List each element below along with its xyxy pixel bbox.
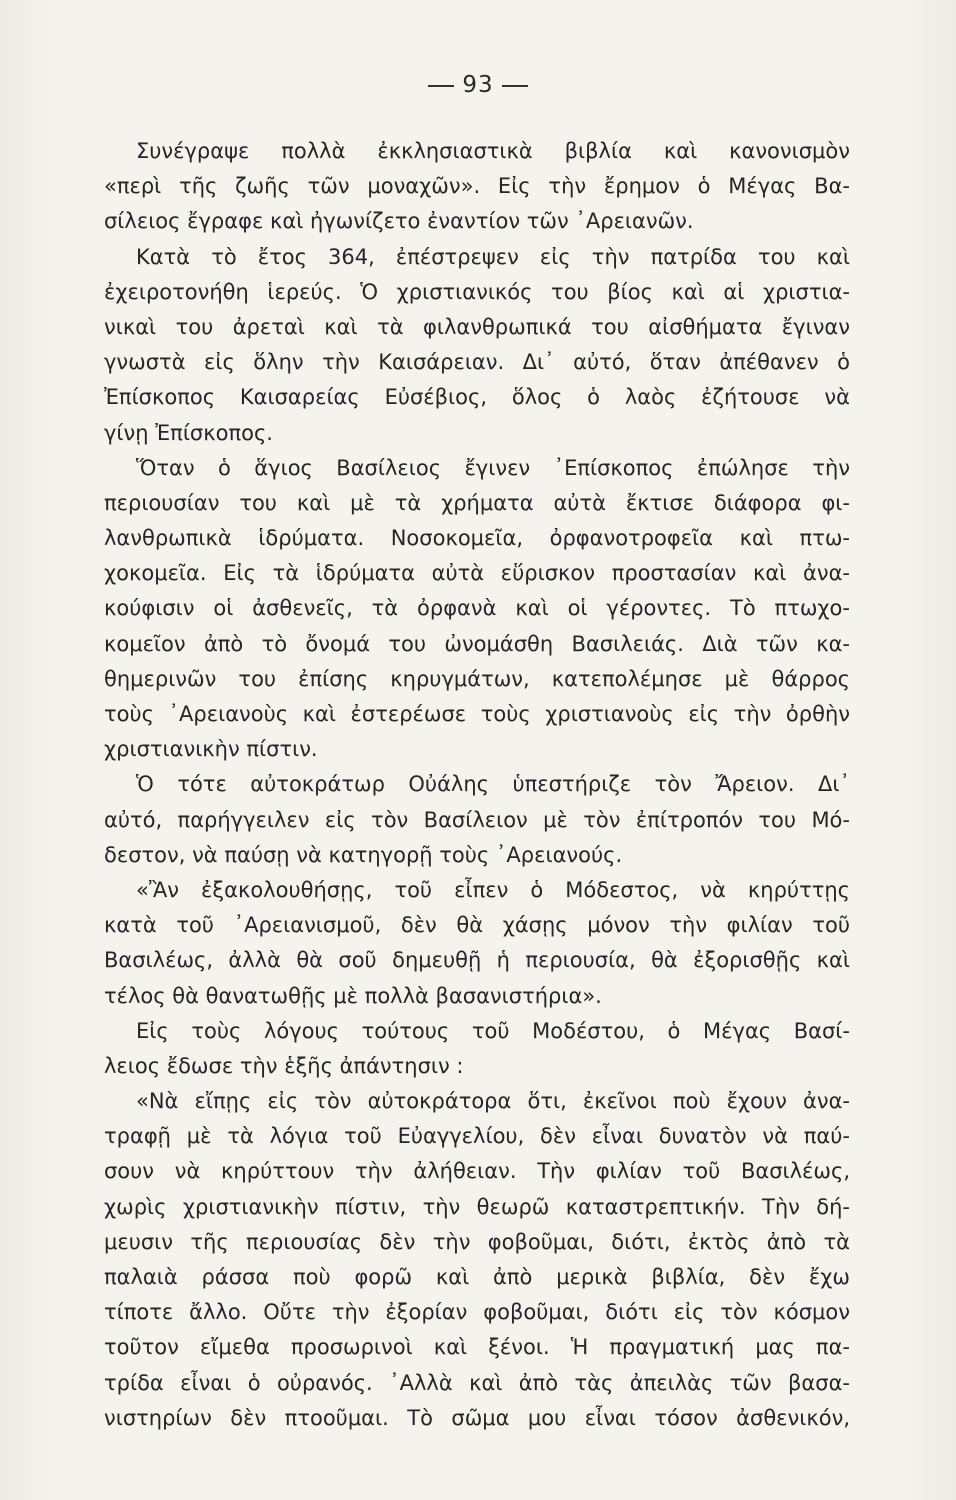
- text-line: Εἰς τοὺς λόγους τούτους τοῦ Μοδέστου, ὁ Μέγας Βασί-: [136, 1018, 850, 1043]
- text-line: χριστιανικὴν πίστιν.: [104, 737, 318, 762]
- text-line: παλαιὰ ράσσα ποὺ φορῶ καὶ ἀπὸ μερικὰ βιβλία, δὲν ἔχω: [104, 1265, 850, 1289]
- text-line: θημερινῶν του ἐπίσης κηρυγμάτων, κατεπολέμησε μὲ θάρρος: [104, 666, 850, 691]
- text-line: σουν νὰ κηρύττουν τὴν ἀλήθειαν. Τὴν φιλίαν τοῦ Βασιλέως,: [104, 1159, 850, 1184]
- text-line: κομεῖον ἀπὸ τὸ ὄνομά του ὠνομάσθη Βασιλειάς. Διὰ τῶν κα-: [104, 631, 850, 656]
- text-line: λειος ἔδωσε τὴν ἑξῆς ἀπάντησιν :: [104, 1053, 464, 1078]
- text-line: σίλειος ἔγραφε καὶ ἠγωνίζετο ἐναντίον τῶν ᾿Αρειανῶν.: [104, 209, 694, 234]
- text-line: τοῦτον εἴμεθα προσωρινοὶ καὶ ξένοι. Ἡ πραγματική μας πα-: [104, 1335, 850, 1360]
- text-line: περιουσίαν του καὶ μὲ τὰ χρήματα αὐτὰ ἔκτισε διάφορα φι-: [104, 490, 850, 515]
- text-line: νιστηρίων δὲν πτοοῦμαι. Τὸ σῶμα μου εἶναι τόσον ἀσθενικόν,: [104, 1405, 850, 1430]
- dash-right: [502, 85, 528, 87]
- text-line: μευσιν τῆς περιουσίας δὲν τὴν φοβοῦμαι, διότι, ἐκτὸς ἀπὸ τὰ: [104, 1229, 850, 1254]
- text-line: «Ἂν ἐξακολουθήσῃς, τοῦ εἶπεν ὁ Μόδεστος, νὰ κηρύττῃς: [136, 877, 850, 902]
- text-line: Κατὰ τὸ ἔτος 364, ἐπέστρεψεν εἰς τὴν πατρίδα του καὶ: [136, 244, 850, 269]
- text-line: κατὰ τοῦ ᾿Αρειανισμοῦ, δὲν θὰ χάσῃς μόνον τὴν φιλίαν τοῦ: [104, 913, 850, 938]
- page-number: [0, 72, 956, 98]
- text-line: τέλος θὰ θανατωθῇς μὲ πολλὰ βασανιστήρια».: [104, 983, 602, 1008]
- text-line: ἐχειροτονήθη ἱερεύς. Ὁ χριστιανικός του βίος καὶ αἱ χριστια-: [104, 279, 850, 304]
- text-line: Ὅταν ὁ ἅγιος Βασίλειος ἔγινεν ᾿Επίσκοπος ἐπώλησε τὴν: [136, 455, 850, 480]
- text-line: «περὶ τῆς ζωῆς τῶν μοναχῶν». Εἰς τὴν ἔρημον ὁ Μέγας Βα-: [104, 174, 850, 199]
- text-line: τραφῇ μὲ τὰ λόγια τοῦ Εὐαγγελίου, δὲν εἶναι δυνατὸν νὰ παύ-: [104, 1124, 850, 1149]
- text-line: χοκομεῖα. Εἰς τὰ ἱδρύματα αὐτὰ εὕρισκον προστασίαν καὶ ἀνα-: [104, 561, 850, 586]
- text-line: «Νὰ εἴπῃς εἰς τὸν αὐτοκράτορα ὅτι, ἐκεῖνοι ποὺ ἔχουν ἀνα-: [136, 1089, 850, 1114]
- text-line: γίνῃ Ἐπίσκοπος.: [104, 420, 273, 445]
- text-line: τίποτε ἄλλο. Οὔτε τὴν ἐξορίαν φοβοῦμαι, διότι εἰς τὸν κόσμον: [104, 1300, 850, 1325]
- text-line: γνωστὰ εἰς ὅλην τὴν Καισάρειαν. Δι᾿ αὐτό, ὅταν ἀπέθανεν ὁ: [104, 350, 850, 375]
- dash-left: [428, 85, 454, 87]
- text-line: Συνέγραψε πολλὰ ἐκκλησιαστικὰ βιβλία καὶ κανονισμὸν: [136, 139, 850, 163]
- page-number-text: 93: [462, 72, 494, 98]
- text-line: δεστον, νὰ παύσῃ νὰ κατηγορῇ τοὺς ᾿Αρειανούς.: [104, 842, 623, 867]
- text-line: χωρὶς χριστιανικὴν πίστιν, τὴν θεωρῶ καταστρεπτικήν. Τὴν δή-: [104, 1194, 850, 1219]
- text-line: κούφισιν οἱ ἀσθενεῖς, τὰ ὀρφανὰ καὶ οἱ γέροντες. Τὸ πτωχο-: [104, 596, 850, 621]
- text-line: τρίδα εἶναι ὁ οὐρανός. ᾿Αλλὰ καὶ ἀπὸ τὰς ἀπειλὰς τῶν βασα-: [104, 1370, 850, 1395]
- text-line: Βασιλέως, ἀλλὰ θὰ σοῦ δημευθῇ ἡ περιουσία, θὰ ἐξορισθῇς καὶ: [104, 948, 850, 973]
- text-line: αὐτό, παρήγγειλεν εἰς τὸν Βασίλειον μὲ τὸν ἐπίτροπόν του Μό-: [104, 807, 850, 832]
- text-line: νικαὶ του ἀρεταὶ καὶ τὰ φιλανθρωπικά του αἰσθήματα ἔγιναν: [104, 314, 850, 339]
- text-line: τοὺς ᾿Αρειανοὺς καὶ ἐστερέωσε τοὺς χριστιανοὺς εἰς τὴν ὀρθὴν: [104, 702, 850, 726]
- text-line: Ὁ τότε αὐτοκράτωρ Οὐάλης ὑπεστήριζε τὸν Ἄρειον. Δι᾿: [136, 772, 850, 797]
- body-text: [104, 134, 850, 1436]
- text-line: Ἐπίσκοπος Καισαρείας Εὐσέβιος, ὅλος ὁ λαὸς ἐζήτουσε νὰ: [104, 385, 850, 410]
- text-line: λανθρωπικὰ ἱδρύματα. Νοσοκομεῖα, ὀρφανοτροφεῖα καὶ πτω-: [104, 526, 850, 551]
